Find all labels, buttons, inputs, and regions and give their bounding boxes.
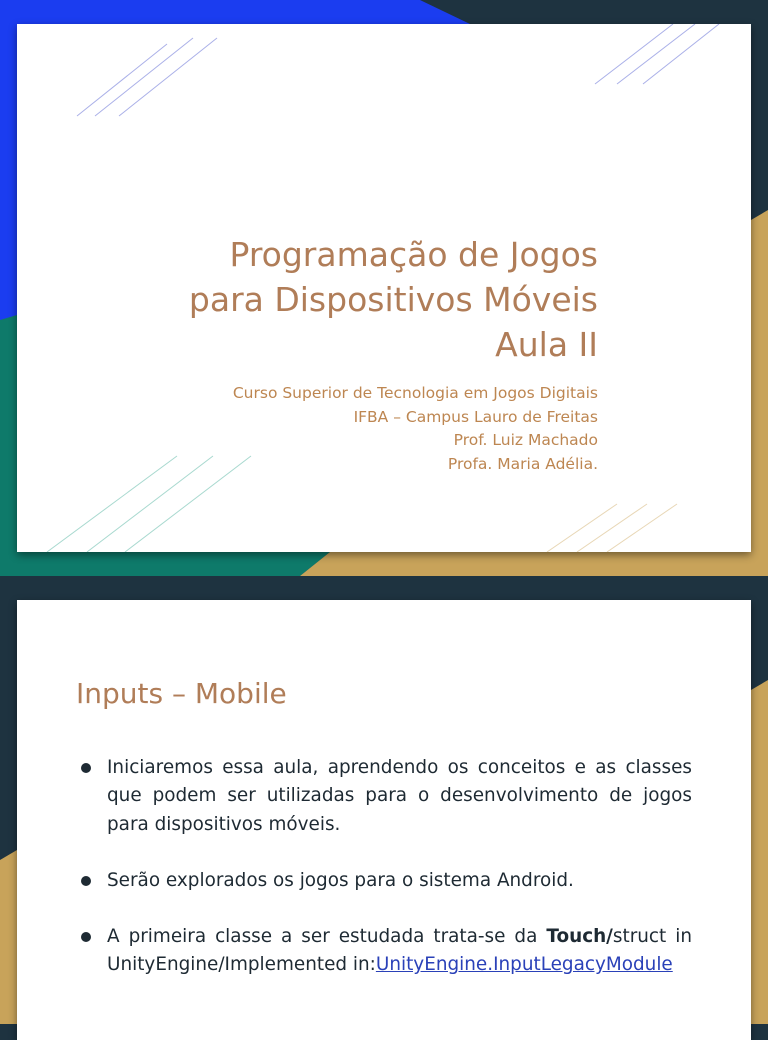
presentation-title [78,232,598,367]
list-item [76,923,692,980]
title-line-1: Programação de Jogos [229,235,598,274]
bullet-text: Serão explorados os jogos para o sistema Android. [107,869,574,891]
subtitle-professor-2: Profa. Maria Adélia. [447,454,598,473]
list-item [76,754,692,839]
bullet-list [76,754,692,980]
content-slide [17,600,751,1040]
bullet-dot-icon [81,763,91,773]
list-item [76,867,692,895]
bullet-dot-icon [81,876,91,886]
title-slide [17,24,751,552]
bullet-text: Iniciaremos essa aula, aprendendo os conceitos e as classes que podem ser utilizadas para o desenvolvimento de jogos para dispositivos móveis. [107,757,692,835]
subtitle-professor-1: Prof. Luiz Machado [453,431,598,449]
subtitle-course: Curso Superior de Tecnologia em Jogos Digitais [232,384,598,402]
title-line-3: Aula II [495,325,598,364]
bullet-text-before: A primeira classe a ser estudada trata-se da [107,926,547,948]
input-legacy-module-link[interactable]: UnityEngine.InputLegacyModule [375,954,673,976]
subtitle-campus: IFBA – Campus Lauro de Freitas [353,407,598,426]
title-line-2: para Dispositivos Móveis [188,280,598,319]
bullet-text-after: struct in UnityEngine/Implemented in: [107,926,692,976]
slide-title: Inputs – Mobile [76,677,287,710]
presentation-subtitle [78,382,598,476]
bullet-text-bold: Touch/ [546,926,613,948]
bullet-dot-icon [81,932,91,942]
